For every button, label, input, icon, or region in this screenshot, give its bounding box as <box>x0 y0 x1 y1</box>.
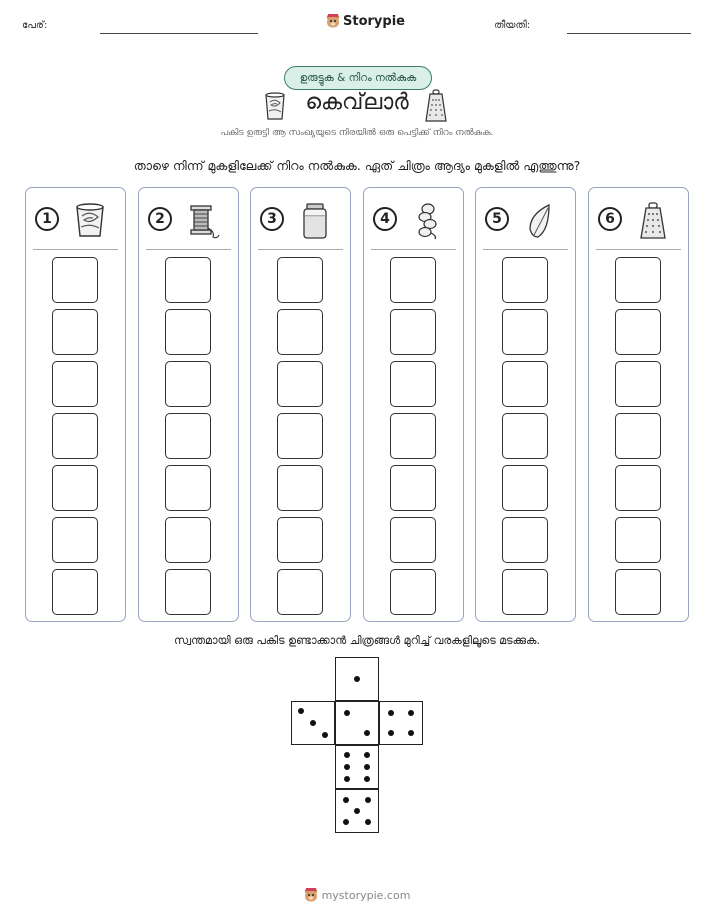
color-box[interactable] <box>502 309 548 355</box>
dice-pip <box>344 710 350 716</box>
name-label: പേര്: <box>22 20 48 31</box>
column-number: 3 <box>260 207 284 231</box>
dice-pip <box>364 776 370 782</box>
column-divider <box>33 249 118 250</box>
grater-icon <box>425 89 447 123</box>
color-box[interactable] <box>277 465 323 511</box>
color-box[interactable] <box>52 413 98 459</box>
color-box[interactable] <box>52 309 98 355</box>
color-box[interactable] <box>390 517 436 563</box>
column-2 <box>138 187 239 622</box>
color-box[interactable] <box>277 413 323 459</box>
column-divider <box>146 249 231 250</box>
dice-pip <box>408 730 414 736</box>
rope-icon <box>410 202 446 240</box>
color-box[interactable] <box>165 413 211 459</box>
dice-face-2 <box>335 701 379 745</box>
column-divider <box>258 249 343 250</box>
column-number: 1 <box>35 207 59 231</box>
dice-pip <box>388 710 394 716</box>
color-box[interactable] <box>52 569 98 615</box>
color-box[interactable] <box>615 465 661 511</box>
color-box[interactable] <box>615 569 661 615</box>
dice-pip <box>344 776 350 782</box>
color-box[interactable] <box>165 257 211 303</box>
dice-pip <box>354 808 360 814</box>
color-box[interactable] <box>390 309 436 355</box>
dice-pip <box>322 732 328 738</box>
question: താഴെ നിന്ന് മുകളിലേക്ക് നിറം നൽകുക. ഏത് ചിത്രം ആദ്യം മുകളിൽ എത്തുന്നു? <box>133 158 581 173</box>
footer-url[interactable]: mystorypie.com <box>321 889 411 902</box>
dice-pip <box>388 730 394 736</box>
color-box[interactable] <box>52 517 98 563</box>
color-box[interactable] <box>277 517 323 563</box>
color-box[interactable] <box>390 257 436 303</box>
color-box[interactable] <box>165 517 211 563</box>
color-box[interactable] <box>502 257 548 303</box>
color-box[interactable] <box>502 517 548 563</box>
column-4 <box>363 187 464 622</box>
dice-face-5 <box>335 789 379 833</box>
column-6 <box>588 187 689 622</box>
color-box[interactable] <box>52 257 98 303</box>
color-box[interactable] <box>277 361 323 407</box>
dice-pip <box>298 708 304 714</box>
dice-pip <box>343 797 349 803</box>
dice-pip <box>354 676 360 682</box>
footer <box>0 888 714 903</box>
brand-logo <box>326 14 405 29</box>
color-box[interactable] <box>615 361 661 407</box>
color-box[interactable] <box>52 465 98 511</box>
brand-name: Storypie <box>343 14 405 29</box>
dice-face-1 <box>335 657 379 701</box>
dice-pip <box>365 819 371 825</box>
dice-pip <box>343 819 349 825</box>
grater-icon <box>635 202 671 240</box>
color-box[interactable] <box>502 413 548 459</box>
bear-icon <box>326 14 340 29</box>
color-box[interactable] <box>615 517 661 563</box>
dice-pip <box>344 764 350 770</box>
column-5 <box>475 187 576 622</box>
cup-icon <box>72 202 108 240</box>
leaf-icon <box>522 202 558 240</box>
date-label: തീയതി: <box>494 20 531 31</box>
color-box[interactable] <box>615 413 661 459</box>
column-divider <box>483 249 568 250</box>
color-box[interactable] <box>502 361 548 407</box>
dice-net <box>291 657 423 833</box>
color-box[interactable] <box>615 257 661 303</box>
color-box[interactable] <box>502 569 548 615</box>
column-divider <box>371 249 456 250</box>
color-box[interactable] <box>390 413 436 459</box>
column-divider <box>596 249 681 250</box>
thread-spool-icon <box>185 202 221 240</box>
dice-pip <box>364 764 370 770</box>
bear-icon <box>304 888 318 903</box>
color-box[interactable] <box>390 569 436 615</box>
dice-instruction: സ്വന്തമായി ഒരു പകിട ഉണ്ടാക്കാൻ ചിത്രങ്ങൾ മുറിച്ച് വരകളിലൂടെ മടക്കുക. <box>174 634 540 647</box>
color-box[interactable] <box>52 361 98 407</box>
activity-badge: ഉരുട്ടുക & നിറം നൽകുക <box>284 66 432 90</box>
color-box[interactable] <box>165 361 211 407</box>
name-line[interactable] <box>100 33 258 34</box>
dice-face-6 <box>335 745 379 789</box>
dice-pip <box>310 720 316 726</box>
column-number: 2 <box>148 207 172 231</box>
color-box[interactable] <box>502 465 548 511</box>
color-box[interactable] <box>165 309 211 355</box>
date-line[interactable] <box>567 33 691 34</box>
color-box[interactable] <box>165 569 211 615</box>
dice-pip <box>364 730 370 736</box>
dice-face-3 <box>291 701 335 745</box>
column-number: 6 <box>598 207 622 231</box>
dice-pip <box>365 797 371 803</box>
subtitle: പകിട ഉരുട്ടി ആ സംഖ്യയുടെ നിരയിൽ ഒരു പെട്ടിക്ക് നിറം നൽകുക. <box>220 128 494 138</box>
column-1 <box>25 187 126 622</box>
color-box[interactable] <box>390 361 436 407</box>
dice-face-4 <box>379 701 423 745</box>
color-box[interactable] <box>277 569 323 615</box>
color-box[interactable] <box>277 257 323 303</box>
page-title: കെവ്‌ലാർ <box>305 90 409 115</box>
color-box[interactable] <box>277 309 323 355</box>
column-number: 5 <box>485 207 509 231</box>
dice-pip <box>408 710 414 716</box>
color-box[interactable] <box>165 465 211 511</box>
column-number: 4 <box>373 207 397 231</box>
column-3 <box>250 187 351 622</box>
color-box[interactable] <box>390 465 436 511</box>
dice-pip <box>344 752 350 758</box>
dice-pip <box>364 752 370 758</box>
color-box[interactable] <box>615 309 661 355</box>
jar-icon <box>297 202 333 240</box>
